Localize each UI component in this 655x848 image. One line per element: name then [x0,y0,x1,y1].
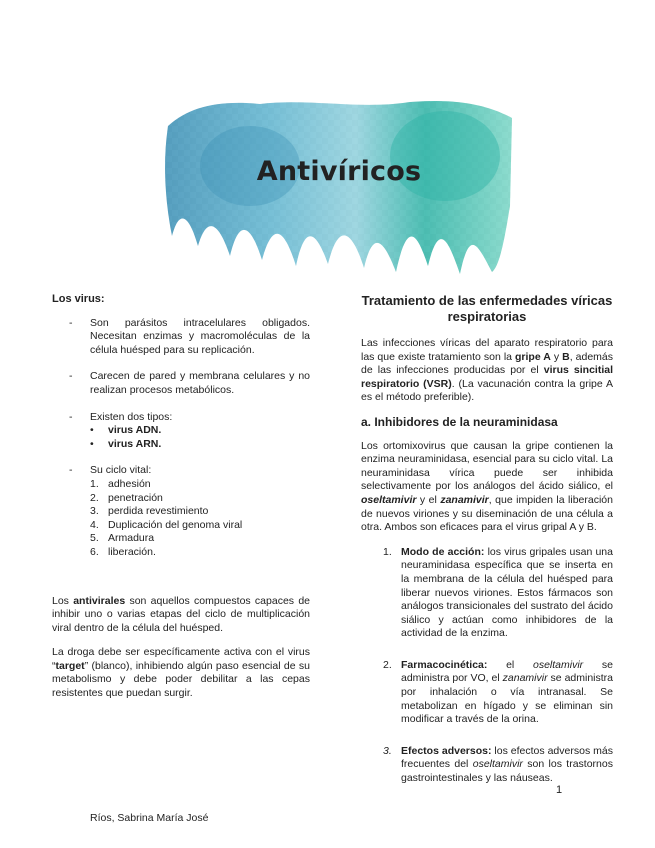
intro-paragraph: Las infecciones víricas del aparato respiratorio para las que existe tratamiento son la gripe A y B, además de las infecciones producidas por el virus sincitial respiratorio (VSR). (La vacunación contra la gripe A es el método preferible). [361,337,613,404]
list-item [52,464,310,559]
drug-properties-list [361,546,613,786]
list-item: 1. Modo de acción: los virus gripales usan una neuraminidasa específica que se inserta en la membrana de la célula del huésped para liberar nuevos viriones. Estos fármacos son análogos transicionales del sustrato del ácido siálico y actúan como inhibidores de la actividad de la enzima. [383,545,613,640]
right-column [361,293,613,804]
cycle-step: 2. penetración [90,491,163,504]
virus-type: • virus ADN. [90,424,310,438]
watercolor-banner [160,96,518,278]
drug-paragraph: La droga debe ser específicamente activa con el virus “target” (blanco), inhibiendo algún paso esencial de su metabolismo y debe poder debilitar a las cepas resistentes que puedan surgir. [52,646,310,700]
cycle-list [90,478,310,560]
types-label: - Existen dos tipos: [90,410,173,423]
antivirals-paragraph: Los antivirales son aquellos compuestos capaces de inhibir uno o varias etapas del ciclo de multiplicación viral dentro de la célula del huésped. [52,594,310,634]
watercolor-image [160,96,518,278]
list-item [52,411,310,452]
virus-heading: Los virus: [52,293,105,305]
list-item: 2. Farmacocinética: el oseltamivir se administra por VO, el zanamivir se administra por inhalación o vía intranasal. Se metabolizan en hígado y se eliminan sin modificar a través de la orina. [383,658,614,726]
cycle-label: - Su ciclo vital: [90,464,152,477]
virus-facts-list [52,317,310,560]
list-item: 3. Efectos adversos: los efectos adversos más frecuentes del oseltamivir son los trastornos gastrointestinales y las náuseas. [383,744,613,785]
author-footer: Ríos, Sabrina María José [90,812,209,824]
virus-type: • virus ARN. [90,438,310,452]
neuraminidase-subheading: a. Inhibidores de la neuraminidasa [361,414,558,429]
page-number: 1 [556,784,563,796]
treatment-heading: Tratamiento de las enfermedades víricas respiratorias [361,293,613,324]
list-item: - Son parásitos intracelulares obligados. Necesitan enzimas y macromoléculas de la célula huésped para su replicación. [52,317,310,358]
left-column [52,293,310,712]
cycle-step: 1. adhesión [90,477,151,490]
cycle-step: 3. perdida revestimiento [90,505,209,518]
list-item: - Carecen de pared y membrana celulares y no realizan procesos metabólicos. [52,370,310,397]
document-title: Antivíricos [256,156,422,187]
neuraminidase-paragraph: Los ortomixovirus que causan la gripe contienen la enzima neuraminidasa, esencial para su ciclo vital. La neuraminidasa vírica puede ser inhibida selectivamente por los análogos del ácido siálico, el oseltamivir y el zanamivir, que impiden la liberación de nuevos viriones y su diseminación de una célula a otra. Ambos son eficaces para el virus gripal A y B. [361,439,613,534]
cycle-step: 6. liberación. [90,545,156,558]
types-list [90,424,310,451]
cycle-step: 5. Armadura [90,532,155,545]
cycle-step: 4. Duplicación del genoma viral [90,518,243,531]
